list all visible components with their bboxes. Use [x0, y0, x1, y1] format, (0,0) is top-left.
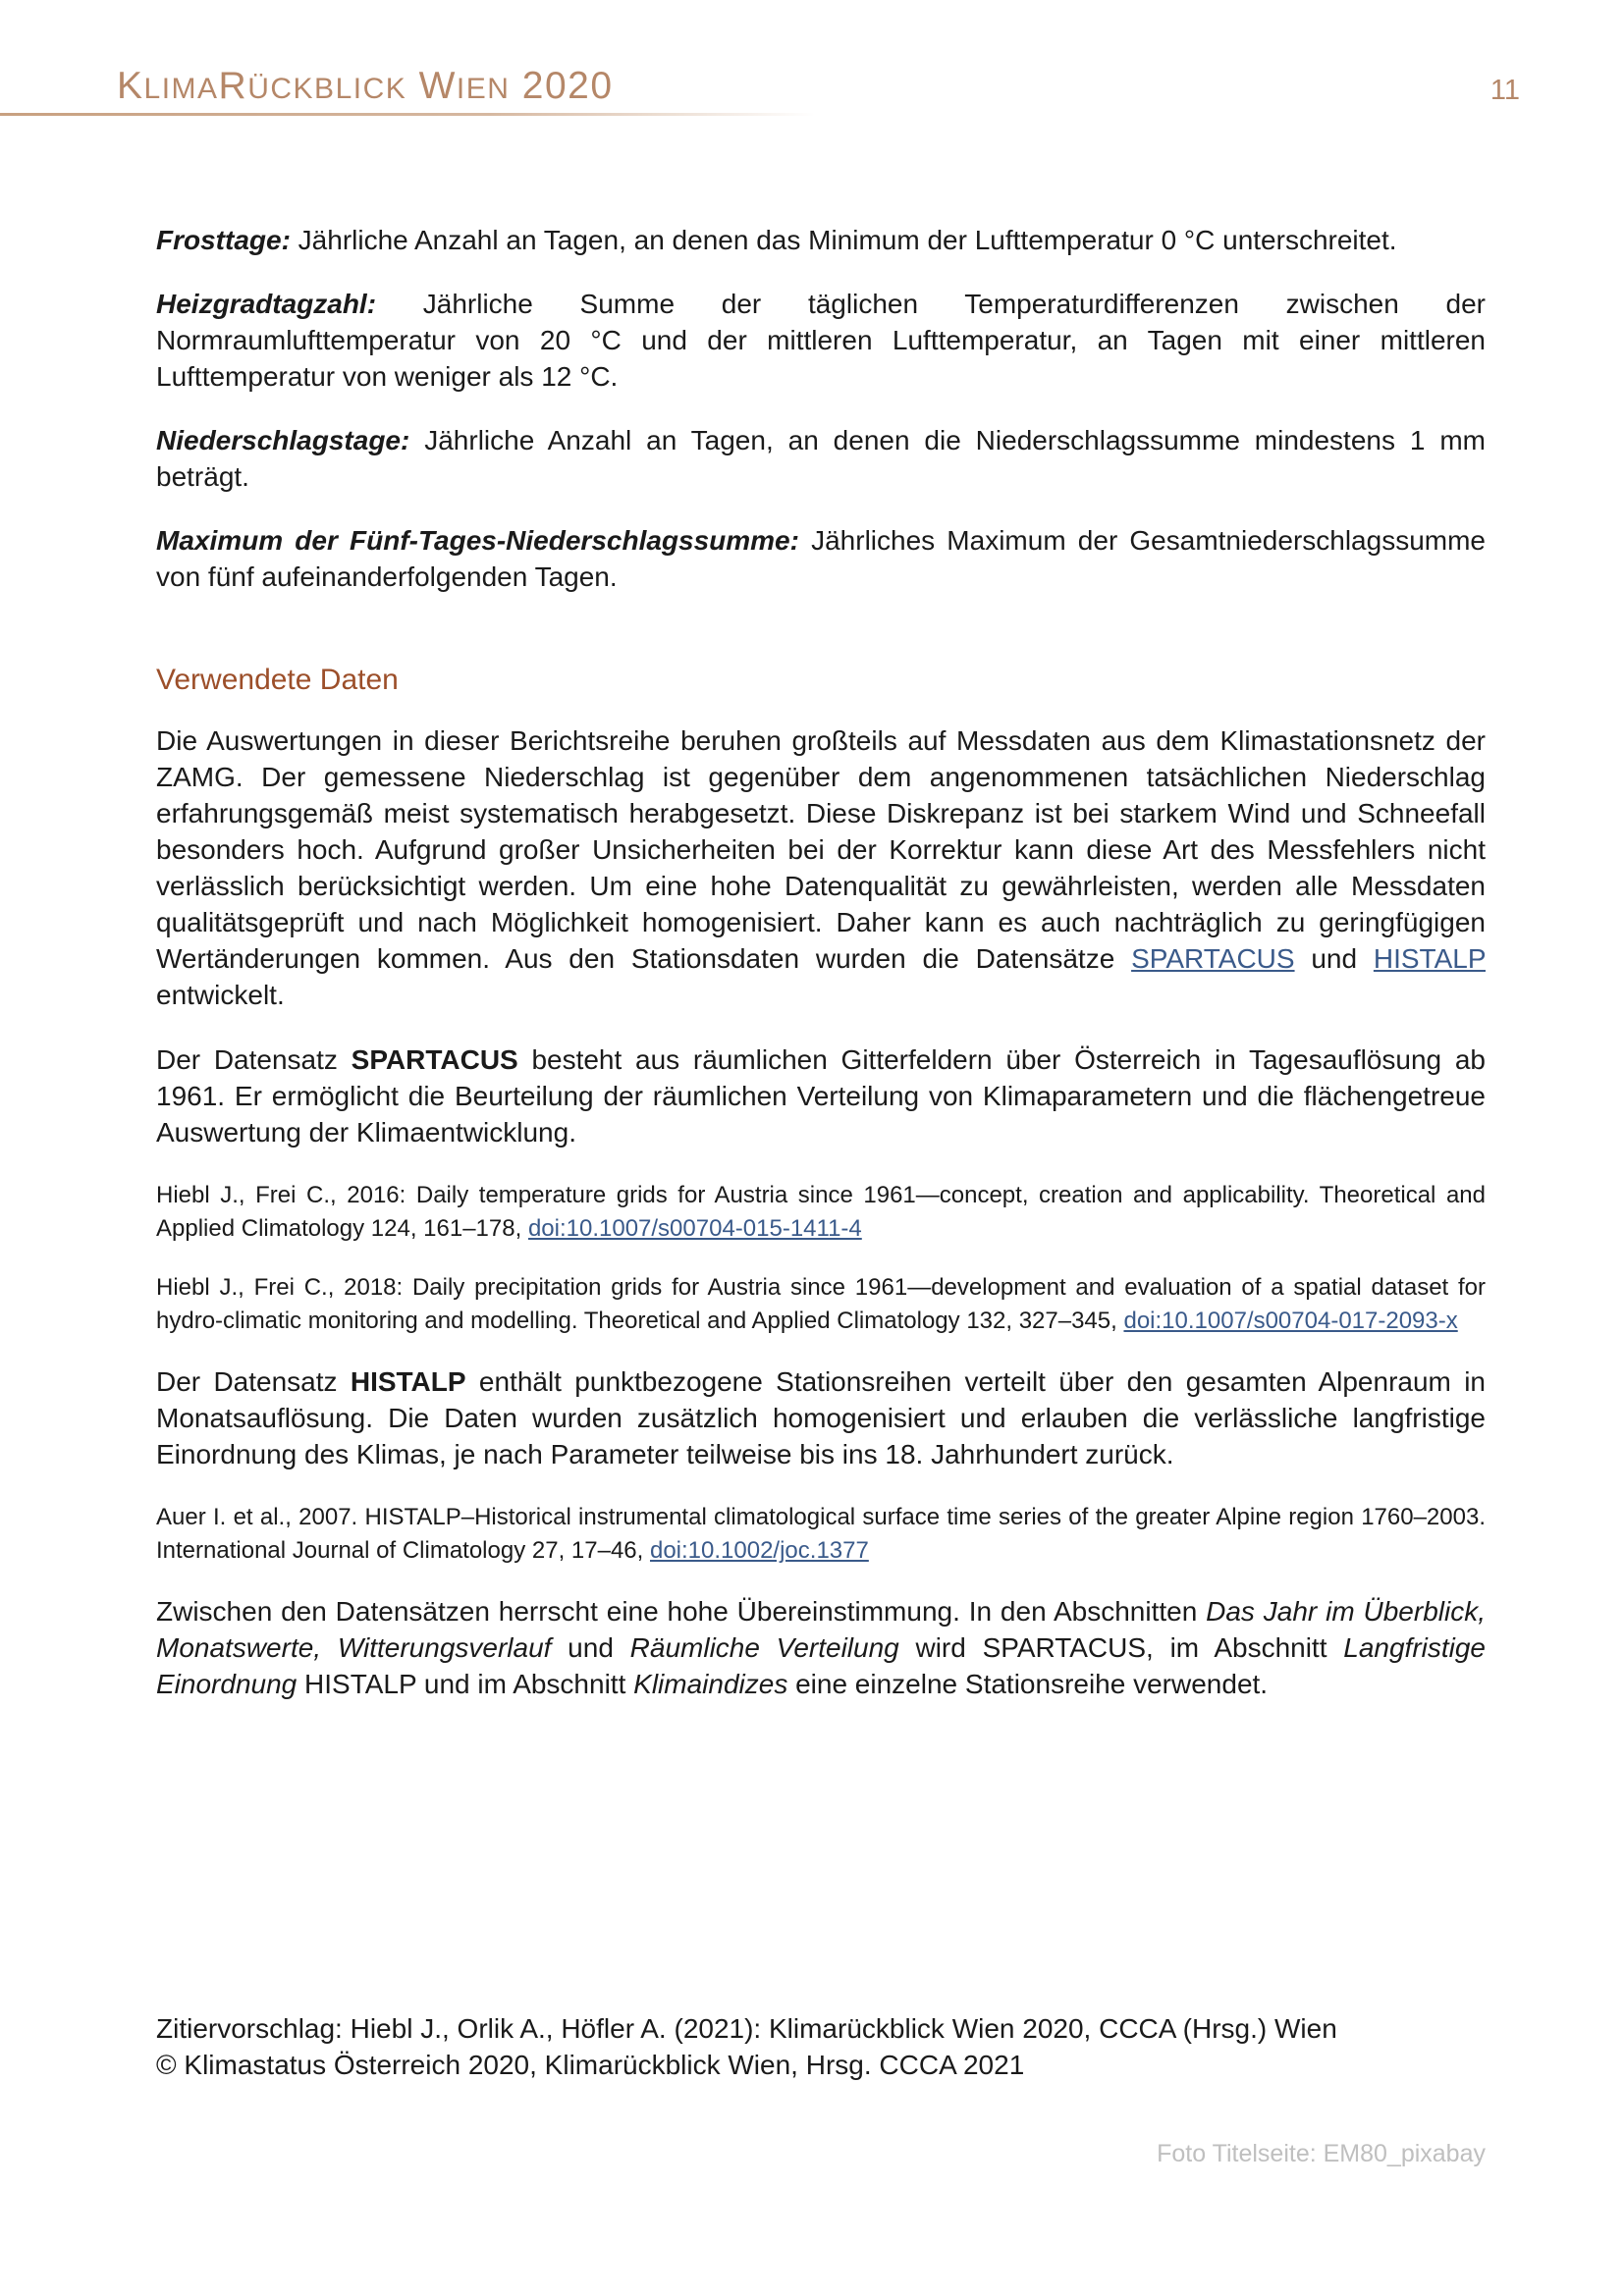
- citation-suggestion: Zitiervorschlag: Hiebl J., Orlik A., Höfler A. (2021): Klimarückblick Wien 2020, CCCA (Hrsg.) Wien: [156, 2013, 1337, 2044]
- header-divider: [0, 113, 815, 116]
- doi-link-auer-2007[interactable]: doi:10.1002/joc.1377: [649, 1537, 869, 1564]
- paragraph-data-sources: Die Auswertungen in dieser Berichtsreihe beruhen großteils auf Messdaten aus dem Klimastationsnetz der ZAMG. Der gemessene Niederschlag ist gegenüber dem angenommenen tatsächlichen Niederschlag erfahrungsgemäß meist systematisch herabgesetzt. Diese Diskrepanz ist bei starkem Wind und Schneefall besonders hoch. Aufgrund großer Unsicherheiten bei der Korrektur kann diese Art des Messfehlers nicht verlässlich berücksichtigt werden. Um eine hohe Datenqualität zu gewährleisten, werden alle Messdaten qualitätsgeprüft und nach Möglichkeit homogenisiert. Daher kann es auch nachträglich zu geringfügigen Wertänderungen kommen. Aus den Stationsdaten wurden die Datensätze SPARTACUS und HISTALP entwickelt.: [156, 725, 1486, 1010]
- reference-auer-2007: Auer I. et al., 2007. HISTALP–Historical instrumental climatological surface time series of the greater Alpine region 1760–2003. International Journal of Climatology 27, 17–46, doi:10.1002/joc.1377: [156, 1504, 1486, 1564]
- section-title: Verwendete Daten: [156, 664, 399, 696]
- doi-link-hiebl-2018[interactable]: doi:10.1007/s00704-017-2093-x: [1123, 1308, 1458, 1334]
- doi-link-hiebl-2016[interactable]: doi:10.1007/s00704-015-1411-4: [527, 1215, 862, 1242]
- spartacus-link[interactable]: SPARTACUS: [1131, 943, 1295, 974]
- reference-hiebl-2016: Hiebl J., Frei C., 2016: Daily temperature grids for Austria since 1961—concept, creation and applicability. Theoretical and Applied Climatology 124, 161–178, doi:10.1007/s00704-015-1411-4: [156, 1182, 1486, 1242]
- photo-credit: Foto Titelseite: EM80_pixabay: [1157, 2140, 1486, 2167]
- definition-heizgradtagzahl: Heizgradtagzahl: Jährliche Summe der täglichen Temperaturdifferenzen zwischen der Normraumlufttemperatur von 20 °C und der mittleren Lufttemperatur, an Tagen mit einer mittleren Lufttemperatur von weniger als 12 °C.: [156, 289, 1486, 392]
- paragraph-histalp: Der Datensatz HISTALP enthält punktbezogene Stationsreihen verteilt über den gesamten Alpenraum in Monatsauflösung. Die Daten wurden zusätzlich homogenisiert und erlauben die verlässliche langfristige Einordnung des Klimas, je nach Parameter teilweise bis ins 18. Jahrhundert zurück.: [156, 1366, 1486, 1469]
- page-number: 11: [1489, 75, 1520, 106]
- definition-max-fuenf-tages: Maximum der Fünf-Tages-Niederschlagssumme: Jährliches Maximum der Gesamtniederschlagssumme von fünf aufeinanderfolgenden Tagen.: [156, 525, 1486, 592]
- reference-hiebl-2018: Hiebl J., Frei C., 2018: Daily precipitation grids for Austria since 1961—development and evaluation of a spatial dataset for hydro-climatic monitoring and modelling. Theoretical and Applied Climatology 132, 327–345, doi:10.1007/s00704-017-2093-x: [156, 1274, 1486, 1334]
- page-header: [0, 0, 1624, 118]
- histalp-link[interactable]: HISTALP: [1373, 943, 1486, 974]
- copyright-notice: © Klimastatus Österreich 2020, Klimarückblick Wien, Hrsg. CCCA 2021: [156, 2050, 1025, 2080]
- citation-footer: [156, 2010, 1486, 2083]
- document-title: KLIMARÜCKBLICK WIEN 2020: [117, 65, 614, 107]
- paragraph-spartacus: Der Datensatz SPARTACUS besteht aus räumlichen Gitterfeldern über Österreich in Tagesauflösung ab 1961. Er ermöglicht die Beurteilung der räumlichen Verteilung von Klimaparametern und die flächengetreue Auswertung der Klimaentwicklung.: [156, 1044, 1487, 1148]
- main-content: [156, 222, 1486, 1731]
- definition-niederschlagstage: Niederschlagstage: Jährliche Anzahl an Tagen, an denen die Niederschlagssumme mindestens 1 mm beträgt.: [156, 425, 1486, 492]
- paragraph-dataset-usage: Zwischen den Datensätzen herrscht eine hohe Übereinstimmung. In den Abschnitten Das Jahr im Überblick, Monatswerte, Witterungsverlauf und Räumliche Verteilung wird SPARTACUS, im Abschnitt Langfristige Einordnung HISTALP und im Abschnitt Klimaindizes eine einzelne Stationsreihe verwendet.: [156, 1596, 1487, 1699]
- definition-frosttage: Frosttage: Jährliche Anzahl an Tagen, an denen das Minimum der Lufttemperatur 0 °C unterschreitet.: [156, 225, 1397, 255]
